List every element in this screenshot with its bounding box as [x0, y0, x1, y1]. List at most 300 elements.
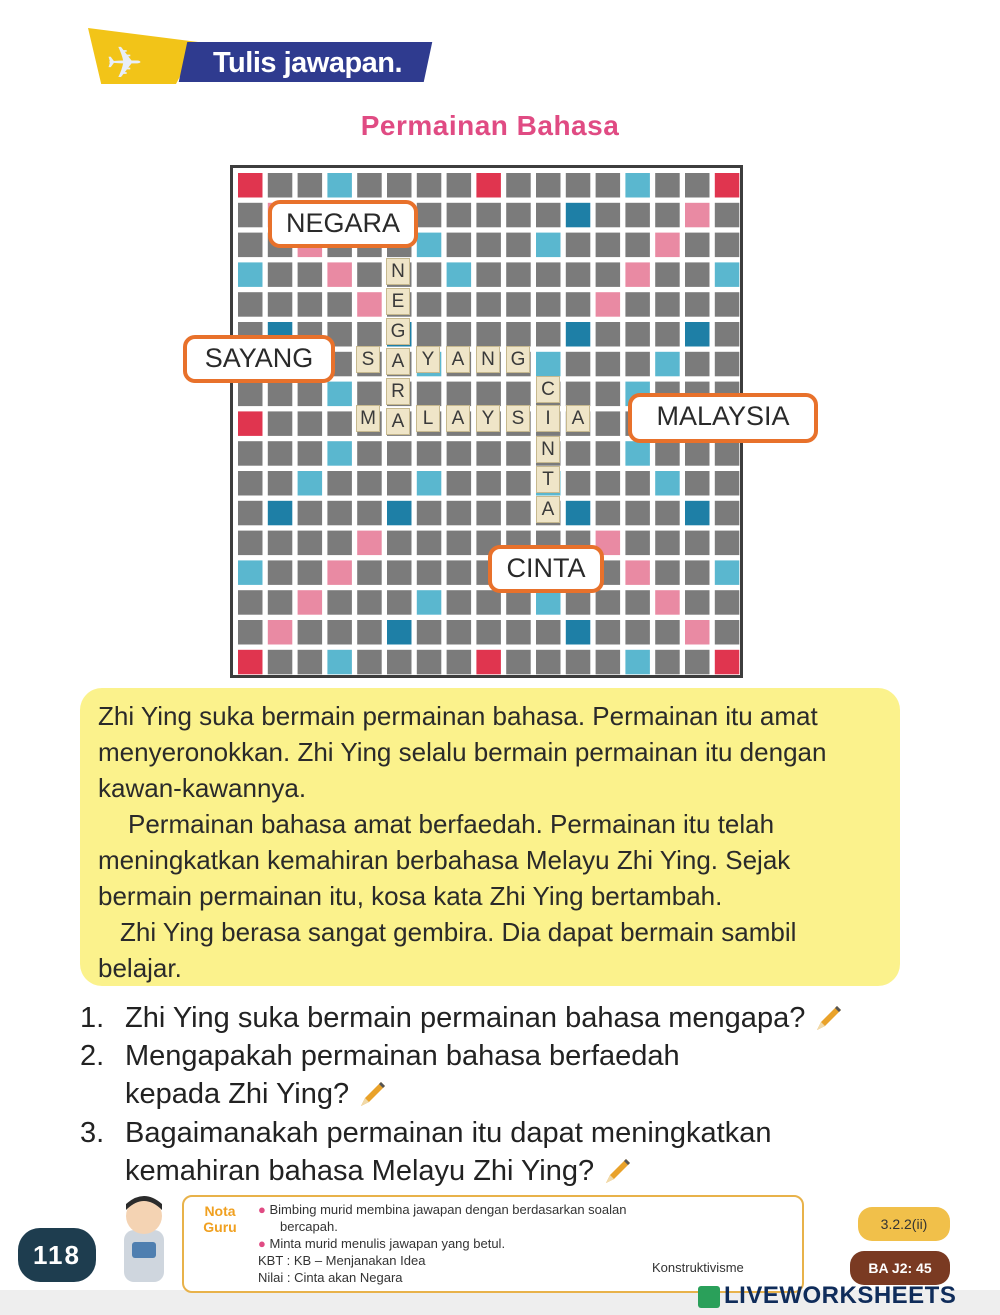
callout-sayang: SAYANG — [183, 335, 335, 383]
board-square — [715, 233, 740, 258]
watermark — [698, 1282, 956, 1310]
board-square — [715, 322, 740, 347]
board-square — [417, 620, 442, 645]
board-square — [596, 173, 621, 198]
board-square — [417, 650, 442, 675]
board-square — [596, 501, 621, 526]
note-bullet-2-text: Minta murid menulis jawapan yang betul. — [269, 1236, 506, 1251]
board-square — [715, 441, 740, 466]
board-square — [655, 531, 680, 556]
board-square — [447, 382, 472, 407]
letter-tile: A — [536, 496, 560, 523]
board-square — [685, 292, 710, 317]
letter-tile: A — [386, 348, 410, 375]
board-square — [357, 560, 382, 585]
story-paragraph-1: Zhi Ying suka bermain permainan bahasa. Permainan itu amat menyeronokkan. Zhi Ying selalu bermain permainan itu dengan kawan-kawannya. — [98, 701, 827, 803]
board-square — [536, 352, 561, 377]
board-square — [596, 620, 621, 645]
board-square — [536, 203, 561, 228]
board-square — [298, 292, 323, 317]
board-square — [238, 233, 263, 258]
board-square — [387, 441, 412, 466]
board-square — [655, 560, 680, 585]
board-square — [506, 322, 531, 347]
board-square — [506, 292, 531, 317]
board-square — [268, 620, 293, 645]
board-square — [447, 292, 472, 317]
letter-tile: N — [476, 346, 500, 373]
board-square — [476, 650, 501, 675]
board-square — [625, 531, 650, 556]
board-square — [238, 531, 263, 556]
story-paragraph-3: Zhi Ying berasa sangat gembira. Dia dapat bermain sambil belajar. — [98, 917, 797, 983]
board-square — [447, 441, 472, 466]
board-square — [327, 411, 352, 436]
board-square — [298, 590, 323, 615]
letter-tile: A — [566, 405, 590, 432]
board-square — [476, 322, 501, 347]
question-2 — [80, 1037, 680, 1075]
board-square — [506, 471, 531, 496]
board-square — [476, 441, 501, 466]
board-square — [596, 262, 621, 287]
pencil-icon[interactable] — [602, 1157, 632, 1187]
board-square — [298, 411, 323, 436]
letter-tile: I — [536, 405, 560, 432]
board-square — [715, 203, 740, 228]
board-square — [327, 590, 352, 615]
board-square — [327, 173, 352, 198]
board-square — [685, 650, 710, 675]
board-square — [268, 501, 293, 526]
board-square — [715, 501, 740, 526]
board-square — [387, 560, 412, 585]
liveworksheets-logo-icon — [698, 1286, 720, 1308]
board-square — [536, 173, 561, 198]
board-square — [685, 471, 710, 496]
board-square — [238, 590, 263, 615]
board-square — [655, 322, 680, 347]
board-square — [596, 352, 621, 377]
board-square — [327, 501, 352, 526]
board-square — [298, 560, 323, 585]
callout-malaysia: MALAYSIA — [628, 393, 818, 443]
note-tag-line-2: Guru — [203, 1219, 237, 1235]
letter-tile: C — [536, 376, 560, 403]
board-square — [357, 322, 382, 347]
board-square — [357, 471, 382, 496]
callout-cinta: CINTA — [488, 545, 604, 593]
letter-tile: T — [536, 466, 560, 493]
board-square — [238, 441, 263, 466]
board-square — [417, 471, 442, 496]
board-square — [417, 262, 442, 287]
board-square — [685, 531, 710, 556]
letter-tile: G — [386, 318, 410, 345]
board-square — [387, 501, 412, 526]
board-square — [655, 173, 680, 198]
board-square — [238, 501, 263, 526]
question-2-line-2 — [125, 1075, 387, 1113]
board-square — [655, 650, 680, 675]
board-square — [596, 292, 621, 317]
board-square — [625, 203, 650, 228]
board-square — [238, 411, 263, 436]
board-square — [268, 650, 293, 675]
watermark-text: LIVEWORKSHEETS — [724, 1282, 957, 1309]
board-square — [447, 203, 472, 228]
board-square — [387, 531, 412, 556]
letter-tile: Y — [416, 346, 440, 373]
board-square — [476, 203, 501, 228]
letter-tile: A — [386, 408, 410, 435]
board-square — [566, 382, 591, 407]
note-bullet-1-cont: bercapah. — [280, 1219, 338, 1234]
teacher-note — [182, 1195, 804, 1293]
question-text-line-2: kemahiran bahasa Melayu Zhi Ying? — [125, 1155, 595, 1187]
board-square — [447, 590, 472, 615]
board-square — [387, 590, 412, 615]
board-square — [238, 173, 263, 198]
board-square — [417, 590, 442, 615]
board-square — [715, 173, 740, 198]
board-square — [447, 650, 472, 675]
board-square — [506, 233, 531, 258]
board-square — [625, 560, 650, 585]
board-square — [387, 620, 412, 645]
board-square — [655, 620, 680, 645]
board-square — [476, 501, 501, 526]
board-square — [357, 441, 382, 466]
board-square — [476, 233, 501, 258]
board-square — [357, 292, 382, 317]
question-text: Zhi Ying suka bermain permainan bahasa mengapa? — [125, 1002, 806, 1034]
board-square — [417, 322, 442, 347]
board-square — [596, 203, 621, 228]
note-tag-line-1: Nota — [204, 1203, 236, 1219]
astronaut-icon — [110, 1192, 178, 1288]
pencil-icon[interactable] — [357, 1080, 387, 1110]
board-square — [685, 352, 710, 377]
board-square — [536, 262, 561, 287]
board-square — [357, 620, 382, 645]
board-square — [685, 501, 710, 526]
board-square — [536, 650, 561, 675]
board-square — [566, 590, 591, 615]
board-square — [566, 262, 591, 287]
instruction-banner — [88, 28, 438, 88]
board-square — [327, 531, 352, 556]
board-square — [596, 441, 621, 466]
board-square — [655, 352, 680, 377]
board-square — [447, 620, 472, 645]
board-square — [447, 262, 472, 287]
board-square — [506, 382, 531, 407]
letter-tile: M — [356, 405, 380, 432]
board-square — [476, 471, 501, 496]
board-square — [625, 233, 650, 258]
board-square — [715, 650, 740, 675]
letter-tile: Y — [476, 405, 500, 432]
board-square — [715, 620, 740, 645]
board-square — [685, 441, 710, 466]
board-square — [447, 560, 472, 585]
board-square — [268, 590, 293, 615]
callout-negara: NEGARA — [268, 200, 418, 248]
board-square — [625, 262, 650, 287]
board-square — [447, 322, 472, 347]
letter-tile: S — [506, 405, 530, 432]
question-text-line-1: Mengapakah permainan bahasa berfaedah — [125, 1040, 680, 1072]
note-bullet-1-text: Bimbing murid membina jawapan dengan berdasarkan soalan — [269, 1202, 627, 1217]
board-square — [596, 411, 621, 436]
board-square — [268, 441, 293, 466]
board-square — [685, 173, 710, 198]
board-square — [655, 590, 680, 615]
board-square — [625, 620, 650, 645]
story-paragraph-2: Permainan bahasa amat berfaedah. Permainan itu telah meningkatkan kemahiran berbahasa Melayu Zhi Ying. Sejak bermain permainan itu, kosa kata Zhi Ying bertambah. — [98, 809, 791, 911]
board-square — [298, 620, 323, 645]
board-square — [327, 471, 352, 496]
board-square — [268, 382, 293, 407]
letter-tile: A — [446, 346, 470, 373]
board-square — [715, 471, 740, 496]
board-square — [298, 501, 323, 526]
question-3-line-2 — [125, 1152, 632, 1190]
letter-tile: A — [446, 405, 470, 432]
board-square — [685, 262, 710, 287]
letter-tile: G — [506, 346, 530, 373]
board-square — [298, 382, 323, 407]
board-square — [536, 233, 561, 258]
board-square — [417, 233, 442, 258]
board-square — [566, 292, 591, 317]
board-square — [566, 501, 591, 526]
question-number: 2. — [80, 1040, 105, 1072]
board-square — [655, 262, 680, 287]
board-square — [357, 590, 382, 615]
board-square — [506, 203, 531, 228]
question-text-line-2: kepada Zhi Ying? — [125, 1078, 350, 1110]
board-square — [327, 441, 352, 466]
board-square — [506, 590, 531, 615]
board-square — [238, 382, 263, 407]
board-square — [327, 650, 352, 675]
board-square — [268, 531, 293, 556]
jet-plane-icon: ✈ — [106, 39, 143, 88]
letter-tile: S — [356, 346, 380, 373]
note-kbt: KBT : KB – Menjanakan Idea — [258, 1253, 426, 1268]
board-square — [447, 173, 472, 198]
board-square — [327, 560, 352, 585]
board-square — [238, 650, 263, 675]
board-square — [685, 560, 710, 585]
question-number: 1. — [80, 1002, 105, 1034]
board-square — [327, 262, 352, 287]
board-square — [417, 441, 442, 466]
standard-code: 3.2.2(ii) — [858, 1207, 950, 1241]
board-square — [417, 560, 442, 585]
board-square — [506, 262, 531, 287]
board-square — [387, 471, 412, 496]
board-square — [536, 292, 561, 317]
board-square — [298, 262, 323, 287]
board-square — [476, 292, 501, 317]
board-square — [357, 173, 382, 198]
board-square — [506, 620, 531, 645]
board-square — [298, 531, 323, 556]
board-square — [327, 292, 352, 317]
board-square — [715, 352, 740, 377]
board-square — [566, 620, 591, 645]
board-square — [566, 352, 591, 377]
board-square — [625, 352, 650, 377]
book-code: BA J2: 45 — [850, 1251, 950, 1285]
note-konstruktivisme: Konstruktivisme — [652, 1260, 744, 1275]
board-square — [715, 560, 740, 585]
board-square — [417, 292, 442, 317]
board-square — [596, 382, 621, 407]
board-square — [268, 471, 293, 496]
board-square — [298, 650, 323, 675]
board-square — [357, 382, 382, 407]
board-square — [655, 501, 680, 526]
board-square — [506, 441, 531, 466]
board-square — [357, 262, 382, 287]
note-bullet-1: ● Bimbing murid membina jawapan dengan berdasarkan soalan — [258, 1202, 627, 1217]
board-square — [596, 471, 621, 496]
board-square — [357, 501, 382, 526]
board-square — [447, 233, 472, 258]
board-square — [268, 173, 293, 198]
board-square — [238, 471, 263, 496]
board-square — [506, 501, 531, 526]
board-square — [357, 650, 382, 675]
board-square — [625, 441, 650, 466]
board-square — [625, 173, 650, 198]
board-square — [268, 262, 293, 287]
letter-tile: E — [386, 288, 410, 315]
board-square — [447, 531, 472, 556]
board-square — [625, 471, 650, 496]
board-square — [476, 173, 501, 198]
board-square — [685, 203, 710, 228]
board-square — [298, 173, 323, 198]
board-square — [536, 620, 561, 645]
board-square — [476, 620, 501, 645]
question-1 — [80, 999, 843, 1037]
page-number: 118 — [18, 1228, 96, 1282]
page-title: Permainan Bahasa — [360, 110, 620, 141]
board-square — [447, 501, 472, 526]
board-square — [447, 471, 472, 496]
board-square — [596, 233, 621, 258]
board-square — [566, 471, 591, 496]
board-square — [268, 292, 293, 317]
board-square — [417, 501, 442, 526]
board-square — [387, 650, 412, 675]
board-square — [536, 322, 561, 347]
note-text — [258, 1201, 626, 1286]
board-square — [238, 620, 263, 645]
board-square — [625, 322, 650, 347]
board-square — [536, 590, 561, 615]
letter-tile: R — [386, 378, 410, 405]
board-square — [238, 560, 263, 585]
board-square — [566, 441, 591, 466]
board-square — [625, 501, 650, 526]
note-nilai: Nilai : Cinta akan Negara — [258, 1270, 403, 1285]
board-square — [625, 650, 650, 675]
board-square — [238, 203, 263, 228]
board-square — [655, 471, 680, 496]
board-square — [417, 203, 442, 228]
board-square — [506, 650, 531, 675]
board-square — [417, 531, 442, 556]
board-square — [715, 590, 740, 615]
board-square — [715, 531, 740, 556]
letter-tile: N — [536, 436, 560, 463]
board-square — [655, 441, 680, 466]
banner-label: Tulis jawapan. — [213, 47, 403, 79]
question-text-line-1: Bagaimanakah permainan itu dapat meningkatkan — [125, 1117, 772, 1149]
board-square — [268, 560, 293, 585]
board-square — [566, 203, 591, 228]
board-square — [417, 173, 442, 198]
board-square — [625, 590, 650, 615]
board-square — [715, 262, 740, 287]
question-number: 3. — [80, 1117, 105, 1149]
board-square — [566, 322, 591, 347]
board-square — [685, 322, 710, 347]
board-square — [298, 471, 323, 496]
board-square — [685, 233, 710, 258]
board-square — [625, 292, 650, 317]
board-square — [715, 292, 740, 317]
letter-tile: L — [416, 405, 440, 432]
board-square — [506, 173, 531, 198]
board-square — [655, 233, 680, 258]
board-square — [596, 650, 621, 675]
board-square — [238, 262, 263, 287]
board-square — [238, 292, 263, 317]
question-3 — [80, 1114, 771, 1152]
board-square — [327, 620, 352, 645]
note-bullet-2: ● Minta murid menulis jawapan yang betul. — [258, 1236, 506, 1251]
board-square — [566, 173, 591, 198]
board-square — [685, 620, 710, 645]
board-square — [387, 173, 412, 198]
board-square — [476, 590, 501, 615]
board-square — [566, 233, 591, 258]
board-square — [685, 590, 710, 615]
board-square — [476, 382, 501, 407]
board-square — [596, 322, 621, 347]
board-square — [655, 203, 680, 228]
board-square — [357, 531, 382, 556]
note-tag — [190, 1203, 250, 1235]
board-square — [268, 411, 293, 436]
letter-tile: N — [386, 258, 410, 285]
story-passage — [80, 688, 900, 986]
pencil-icon[interactable] — [813, 1004, 843, 1034]
board-square — [566, 650, 591, 675]
board-square — [655, 292, 680, 317]
board-square — [298, 441, 323, 466]
board-square — [596, 590, 621, 615]
board-square — [476, 262, 501, 287]
board-square — [417, 382, 442, 407]
